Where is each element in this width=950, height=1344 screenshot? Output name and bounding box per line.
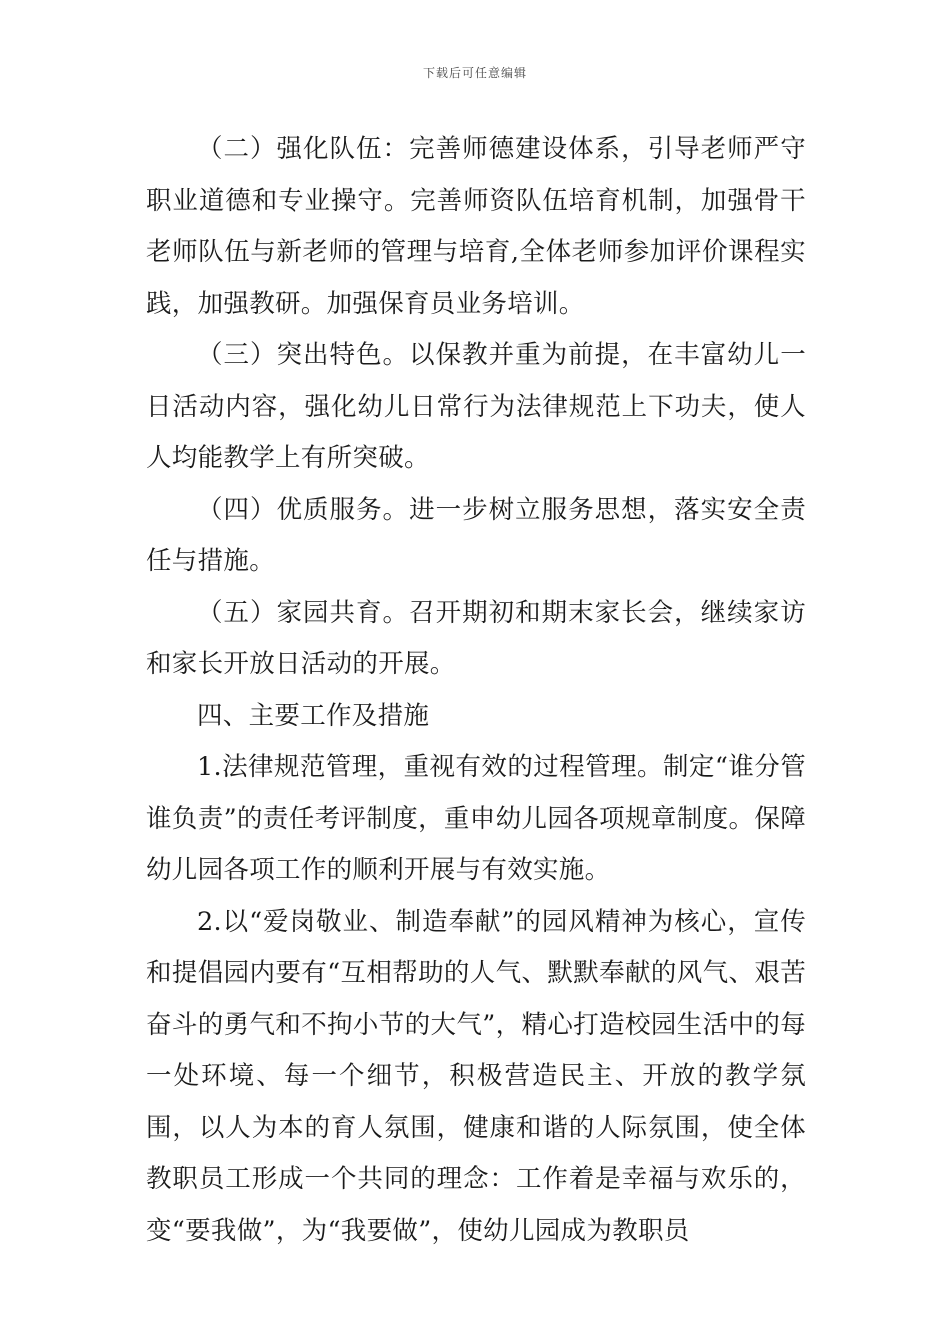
paragraph-home-school: （五）家园共育。召开期初和期末家长会，继续家访和家长开放日活动的开展。 — [146, 597, 806, 679]
paragraph-item-2: 2.以“爱岗敬业、制造奉献”的园风精神为核心，宣传和提倡园内要有“互相帮助的人气、默默奉献的风气、艰苦奋斗的勇气和不拘小节的大气”，精心打造校园生活中的每一处环境、每一个细节，积极营造民主、开放的教学氛围，以人为本的育人氛围，健康和谐的人际氛围，使全体教职员工形成一个共同的理念：工作着是幸福与欢乐的，变“要我做”，为“我要做”，使幼儿园成为教职员 — [146, 906, 806, 1246]
paragraph-item-1: 1.法律规范管理，重视有效的过程管理。制定“谁分管谁负责”的责任考评制度，重申幼儿园各项规章制度。保障幼儿园各项工作的顺利开展与有效实施。 — [146, 752, 806, 885]
paragraph-quality-service: （四）优质服务。进一步树立服务思想，落实安全责任与措施。 — [146, 494, 806, 576]
paragraph-team-building: （二）强化队伍：完善师德建设体系，引导老师严守职业道德和专业操守。完善师资队伍培育机制，加强骨干老师队伍与新老师的管理与培育,全体老师参加评价课程实践，加强教研。加强保育员业务培训。 — [146, 134, 806, 319]
paragraph-highlight-features: （三）突出特色。以保教并重为前提，在丰富幼儿一日活动内容，强化幼儿日常行为法律规范上下功夫，使人人均能教学上有所突破。 — [146, 340, 806, 473]
document-body — [146, 124, 806, 1257]
section-heading-main-work: 四、主要工作及措施 — [197, 700, 430, 731]
page-header-note: 下载后可任意编辑 — [422, 66, 527, 80]
